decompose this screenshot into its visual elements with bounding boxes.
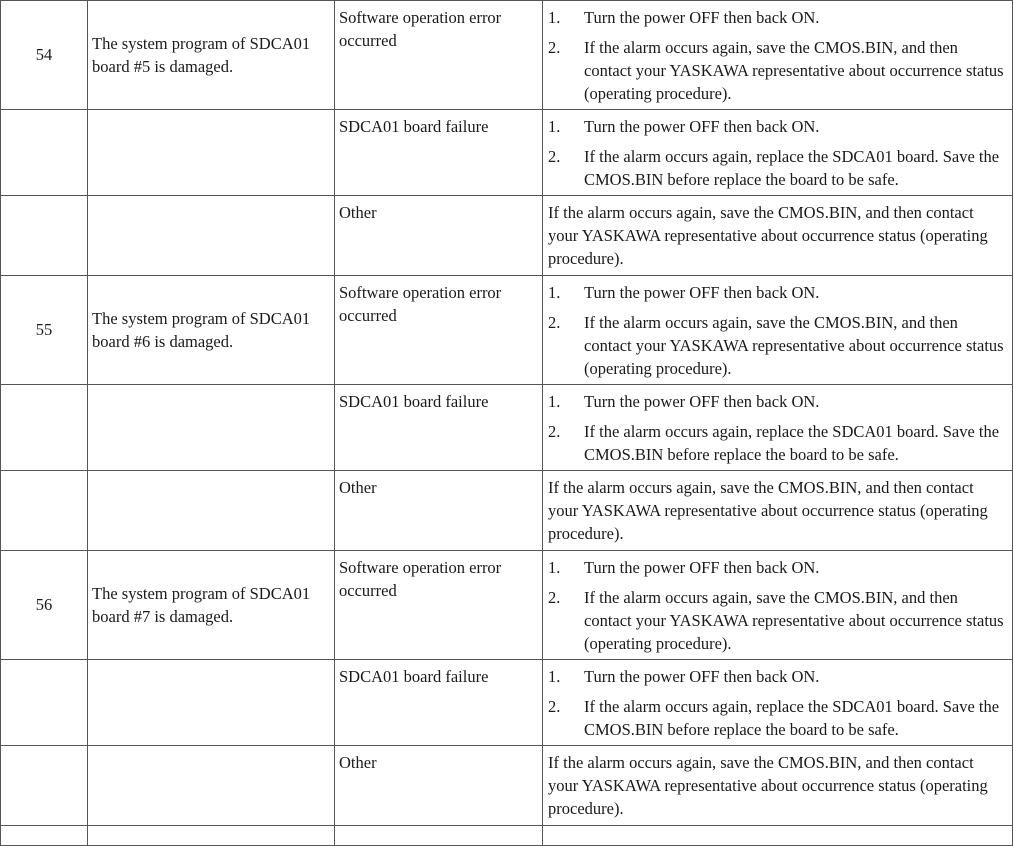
empty-cell bbox=[543, 826, 1013, 846]
alarm-number-cell bbox=[1, 471, 88, 551]
remedy-steps bbox=[543, 385, 1012, 466]
cause-cell bbox=[335, 1, 543, 110]
cause-cell bbox=[335, 551, 543, 660]
remedy-step bbox=[548, 586, 1006, 655]
step-text: Turn the power OFF then back ON. bbox=[584, 667, 820, 686]
alarm-message-cell bbox=[88, 110, 335, 196]
remedy-step bbox=[548, 556, 1006, 579]
step-number: 1. bbox=[548, 117, 561, 136]
step-text: Turn the power OFF then back ON. bbox=[584, 8, 820, 27]
alarm-number-cell bbox=[1, 110, 88, 196]
alarm-number: 55 bbox=[35, 320, 53, 339]
step-number: 2. bbox=[548, 697, 561, 716]
remedy-cell bbox=[543, 110, 1013, 196]
alarm-number-cell bbox=[1, 746, 88, 826]
alarm-number-cell bbox=[1, 660, 88, 746]
step-number: 2. bbox=[548, 147, 561, 166]
remedy-cell bbox=[543, 471, 1013, 551]
remedy-steps bbox=[543, 276, 1012, 380]
table-row-continued bbox=[1, 826, 1013, 846]
table-row bbox=[1, 110, 1013, 196]
step-number: 2. bbox=[548, 588, 561, 607]
table-row bbox=[1, 471, 1013, 551]
alarm-number-cell bbox=[1, 385, 88, 471]
alarm-message: The system program of SDCA01 board #5 is damaged. bbox=[92, 34, 311, 76]
empty-cell bbox=[88, 826, 335, 846]
alarm-number-cell bbox=[1, 1, 88, 110]
remedy-cell bbox=[543, 660, 1013, 746]
cause-text: SDCA01 board failure bbox=[339, 117, 489, 136]
remedy-steps bbox=[543, 110, 1012, 191]
alarm-message-cell bbox=[88, 196, 335, 276]
alarm-number-cell bbox=[1, 196, 88, 276]
cause-cell bbox=[335, 110, 543, 196]
step-text: If the alarm occurs again, save the CMOS.BIN, and then contact your YASKAWA representative about occurrence status (operating procedure). bbox=[584, 588, 1004, 653]
empty-cell bbox=[1, 826, 88, 846]
remedy-steps bbox=[543, 551, 1012, 655]
remedy-cell bbox=[543, 551, 1013, 660]
table-row bbox=[1, 276, 1013, 385]
cause-text: SDCA01 board failure bbox=[339, 392, 489, 411]
remedy-steps bbox=[543, 1, 1012, 105]
remedy-step bbox=[548, 311, 1006, 380]
step-number: 2. bbox=[548, 313, 561, 332]
cause-text: Software operation error occurred bbox=[339, 8, 502, 50]
cause-cell bbox=[335, 196, 543, 276]
table-row bbox=[1, 196, 1013, 276]
remedy-cell bbox=[543, 385, 1013, 471]
cause-cell bbox=[335, 660, 543, 746]
cause-cell bbox=[335, 276, 543, 385]
cause-cell bbox=[335, 385, 543, 471]
alarm-message-cell bbox=[88, 660, 335, 746]
step-text: If the alarm occurs again, replace the SDCA01 board. Save the CMOS.BIN before replace the board to be safe. bbox=[584, 422, 1000, 464]
cause-text: SDCA01 board failure bbox=[339, 667, 489, 686]
step-text: Turn the power OFF then back ON. bbox=[584, 558, 820, 577]
remedy-step bbox=[548, 281, 1006, 304]
remedy-text: If the alarm occurs again, save the CMOS.BIN, and then contact your YASKAWA representative about occurrence status (operating procedure). bbox=[548, 478, 988, 543]
remedy-text: If the alarm occurs again, save the CMOS.BIN, and then contact your YASKAWA representative about occurrence status (operating procedure). bbox=[548, 203, 988, 268]
step-number: 1. bbox=[548, 8, 561, 27]
alarm-message-cell bbox=[88, 276, 335, 385]
alarm-number-cell bbox=[1, 276, 88, 385]
table-row bbox=[1, 385, 1013, 471]
remedy-cell bbox=[543, 196, 1013, 276]
cause-text: Other bbox=[339, 478, 377, 497]
remedy-step bbox=[548, 390, 1006, 413]
step-number: 1. bbox=[548, 392, 561, 411]
remedy-step bbox=[548, 665, 1006, 688]
alarm-message-cell bbox=[88, 551, 335, 660]
step-text: If the alarm occurs again, save the CMOS.BIN, and then contact your YASKAWA representative about occurrence status (operating procedure). bbox=[584, 38, 1004, 103]
remedy-step bbox=[548, 6, 1006, 29]
cause-cell bbox=[335, 471, 543, 551]
remedy-step bbox=[548, 36, 1006, 105]
remedy-step bbox=[548, 115, 1006, 138]
step-text: If the alarm occurs again, replace the SDCA01 board. Save the CMOS.BIN before replace the board to be safe. bbox=[584, 147, 1000, 189]
alarm-message-cell bbox=[88, 385, 335, 471]
step-number: 1. bbox=[548, 558, 561, 577]
alarm-message-cell bbox=[88, 471, 335, 551]
alarm-message: The system program of SDCA01 board #6 is damaged. bbox=[92, 309, 311, 351]
step-number: 2. bbox=[548, 38, 561, 57]
alarm-message-cell bbox=[88, 1, 335, 110]
alarm-number-cell bbox=[1, 551, 88, 660]
cause-cell bbox=[335, 746, 543, 826]
cause-text: Software operation error occurred bbox=[339, 558, 502, 600]
table-row bbox=[1, 660, 1013, 746]
step-text: Turn the power OFF then back ON. bbox=[584, 283, 820, 302]
table-row bbox=[1, 551, 1013, 660]
remedy-step bbox=[548, 420, 1006, 466]
step-number: 1. bbox=[548, 283, 561, 302]
alarm-number: 54 bbox=[35, 45, 53, 64]
cause-text: Software operation error occurred bbox=[339, 283, 502, 325]
remedy-steps bbox=[543, 660, 1012, 741]
remedy-step bbox=[548, 145, 1006, 191]
remedy-text: If the alarm occurs again, save the CMOS.BIN, and then contact your YASKAWA representative about occurrence status (operating procedure). bbox=[548, 753, 988, 818]
table-row bbox=[1, 746, 1013, 826]
alarm-message: The system program of SDCA01 board #7 is damaged. bbox=[92, 584, 311, 626]
step-number: 2. bbox=[548, 422, 561, 441]
remedy-cell bbox=[543, 1, 1013, 110]
empty-cell bbox=[335, 826, 543, 846]
step-number: 1. bbox=[548, 667, 561, 686]
remedy-step bbox=[548, 695, 1006, 741]
remedy-cell bbox=[543, 276, 1013, 385]
step-text: If the alarm occurs again, save the CMOS.BIN, and then contact your YASKAWA representative about occurrence status (operating procedure). bbox=[584, 313, 1004, 378]
remedy-cell bbox=[543, 746, 1013, 826]
table-row bbox=[1, 1, 1013, 110]
step-text: Turn the power OFF then back ON. bbox=[584, 117, 820, 136]
step-text: If the alarm occurs again, replace the SDCA01 board. Save the CMOS.BIN before replace the board to be safe. bbox=[584, 697, 1000, 739]
cause-text: Other bbox=[339, 203, 377, 222]
alarm-message-cell bbox=[88, 746, 335, 826]
step-text: Turn the power OFF then back ON. bbox=[584, 392, 820, 411]
cause-text: Other bbox=[339, 753, 377, 772]
alarm-number: 56 bbox=[35, 595, 53, 614]
